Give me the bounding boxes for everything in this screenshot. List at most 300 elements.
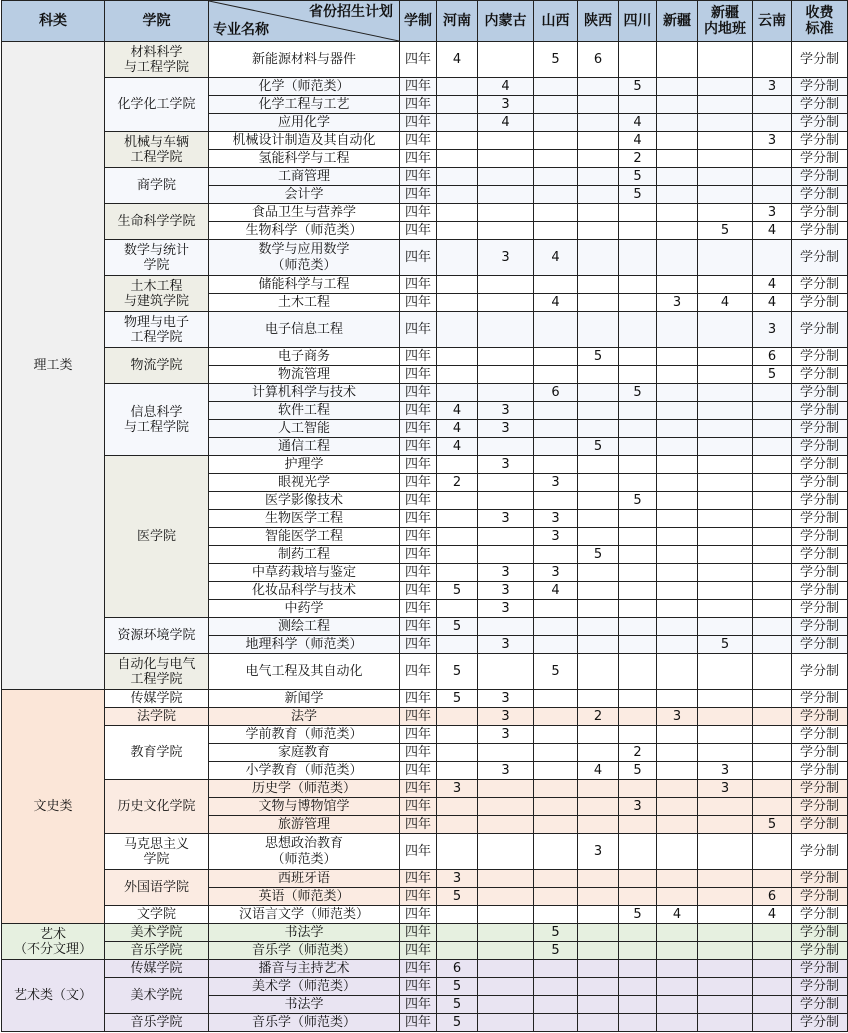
plan-count-cell <box>534 744 578 762</box>
duration-cell: 四年 <box>400 240 437 276</box>
plan-count-cell <box>578 186 619 204</box>
table-row <box>2 618 848 636</box>
fee-cell: 学分制 <box>792 294 848 312</box>
plan-count-cell <box>478 834 534 870</box>
plan-count-cell: 4 <box>534 294 578 312</box>
plan-count-cell <box>619 1014 657 1032</box>
duration-cell: 四年 <box>400 510 437 528</box>
table-row <box>2 978 848 996</box>
plan-count-cell <box>619 942 657 960</box>
plan-count-cell <box>478 42 534 78</box>
major-name-cell: 思想政治教育 （师范类） <box>209 834 400 870</box>
plan-count-cell <box>657 888 698 906</box>
plan-count-cell <box>534 636 578 654</box>
plan-count-cell <box>578 240 619 276</box>
plan-count-cell <box>578 420 619 438</box>
plan-count-cell <box>578 960 619 978</box>
plan-count-cell <box>578 402 619 420</box>
fee-cell: 学分制 <box>792 726 848 744</box>
plan-count-cell <box>753 420 792 438</box>
plan-count-cell <box>753 42 792 78</box>
plan-count-cell <box>534 402 578 420</box>
plan-count-cell <box>753 924 792 942</box>
plan-count-cell <box>698 942 753 960</box>
plan-count-cell <box>657 924 698 942</box>
duration-cell: 四年 <box>400 348 437 366</box>
plan-count-cell: 3 <box>657 294 698 312</box>
plan-count-cell: 3 <box>478 456 534 474</box>
fee-cell: 学分制 <box>792 204 848 222</box>
fee-cell: 学分制 <box>792 456 848 474</box>
major-name-cell: 音乐学（师范类） <box>209 942 400 960</box>
plan-count-cell <box>534 546 578 564</box>
major-name-cell: 机械设计制造及其自动化 <box>209 132 400 150</box>
college-cell: 音乐学院 <box>105 942 209 960</box>
plan-count-cell <box>534 150 578 168</box>
plan-count-cell <box>437 78 478 96</box>
plan-count-cell: 5 <box>619 186 657 204</box>
plan-count-cell: 6 <box>437 960 478 978</box>
fee-cell: 学分制 <box>792 942 848 960</box>
plan-count-cell <box>698 420 753 438</box>
college-cell: 音乐学院 <box>105 1014 209 1032</box>
plan-count-cell: 6 <box>578 42 619 78</box>
duration-cell: 四年 <box>400 744 437 762</box>
fee-cell: 学分制 <box>792 708 848 726</box>
major-name-cell: 软件工程 <box>209 402 400 420</box>
plan-count-cell <box>657 546 698 564</box>
plan-count-cell <box>657 312 698 348</box>
plan-count-cell <box>657 654 698 690</box>
plan-count-cell <box>753 150 792 168</box>
plan-count-cell: 2 <box>578 708 619 726</box>
plan-count-cell <box>657 42 698 78</box>
plan-count-cell <box>437 600 478 618</box>
plan-count-cell <box>753 510 792 528</box>
header-fee: 收费 标准 <box>792 1 848 42</box>
plan-count-cell <box>478 528 534 546</box>
plan-count-cell <box>437 168 478 186</box>
plan-count-cell <box>753 726 792 744</box>
fee-cell: 学分制 <box>792 798 848 816</box>
plan-count-cell <box>657 582 698 600</box>
plan-count-cell <box>619 366 657 384</box>
major-name-cell: 音乐学（师范类） <box>209 1014 400 1032</box>
plan-count-cell <box>657 474 698 492</box>
plan-count-cell <box>657 96 698 114</box>
plan-count-cell <box>478 438 534 456</box>
fee-cell: 学分制 <box>792 834 848 870</box>
plan-count-cell <box>698 42 753 78</box>
duration-cell: 四年 <box>400 870 437 888</box>
plan-count-cell <box>578 654 619 690</box>
plan-count-cell <box>437 762 478 780</box>
plan-count-cell <box>437 366 478 384</box>
plan-count-cell <box>534 132 578 150</box>
plan-count-cell <box>619 420 657 438</box>
plan-count-cell: 3 <box>753 204 792 222</box>
major-name-cell: 制药工程 <box>209 546 400 564</box>
plan-count-cell <box>534 186 578 204</box>
plan-count-cell: 3 <box>534 510 578 528</box>
college-cell: 传媒学院 <box>105 690 209 708</box>
duration-cell: 四年 <box>400 294 437 312</box>
duration-cell: 四年 <box>400 438 437 456</box>
plan-count-cell <box>698 960 753 978</box>
plan-count-cell <box>698 186 753 204</box>
college-cell: 商学院 <box>105 168 209 204</box>
plan-count-cell <box>753 474 792 492</box>
plan-count-cell <box>534 708 578 726</box>
plan-count-cell <box>534 276 578 294</box>
plan-count-cell: 3 <box>478 510 534 528</box>
header-category: 科类 <box>2 1 105 42</box>
plan-count-cell <box>437 276 478 294</box>
plan-count-cell <box>534 456 578 474</box>
major-name-cell: 化学（师范类） <box>209 78 400 96</box>
table-row <box>2 42 848 78</box>
plan-count-cell <box>657 168 698 186</box>
plan-count-cell <box>578 798 619 816</box>
plan-count-cell <box>534 834 578 870</box>
fee-cell: 学分制 <box>792 186 848 204</box>
plan-count-cell <box>657 618 698 636</box>
plan-count-cell <box>753 384 792 402</box>
plan-count-cell <box>753 114 792 132</box>
header-province: 河南 <box>437 1 478 42</box>
plan-count-cell <box>437 708 478 726</box>
college-cell: 信息科学 与工程学院 <box>105 384 209 456</box>
plan-count-cell <box>619 780 657 798</box>
fee-cell: 学分制 <box>792 96 848 114</box>
major-name-cell: 中草药栽培与鉴定 <box>209 564 400 582</box>
fee-cell: 学分制 <box>792 888 848 906</box>
duration-cell: 四年 <box>400 1014 437 1032</box>
plan-count-cell <box>698 978 753 996</box>
plan-count-cell <box>534 204 578 222</box>
plan-count-cell <box>657 492 698 510</box>
fee-cell: 学分制 <box>792 528 848 546</box>
plan-count-cell: 5 <box>578 546 619 564</box>
fee-cell: 学分制 <box>792 366 848 384</box>
plan-count-cell <box>437 546 478 564</box>
plan-count-cell <box>437 510 478 528</box>
plan-count-cell <box>478 546 534 564</box>
fee-cell: 学分制 <box>792 960 848 978</box>
table-row <box>2 654 848 690</box>
major-name-cell: 电子商务 <box>209 348 400 366</box>
plan-count-cell <box>698 906 753 924</box>
plan-count-cell <box>578 690 619 708</box>
plan-count-cell <box>478 132 534 150</box>
duration-cell: 四年 <box>400 312 437 348</box>
plan-count-cell <box>534 312 578 348</box>
plan-count-cell <box>578 636 619 654</box>
plan-count-cell <box>619 222 657 240</box>
fee-cell: 学分制 <box>792 474 848 492</box>
plan-count-cell <box>478 618 534 636</box>
plan-count-cell <box>478 168 534 186</box>
plan-count-cell <box>478 348 534 366</box>
fee-cell: 学分制 <box>792 168 848 186</box>
plan-count-cell <box>437 384 478 402</box>
plan-count-cell <box>534 366 578 384</box>
plan-count-cell <box>698 150 753 168</box>
plan-count-cell <box>534 798 578 816</box>
college-cell: 生命科学学院 <box>105 204 209 240</box>
plan-count-cell <box>578 906 619 924</box>
major-name-cell: 医学影像技术 <box>209 492 400 510</box>
fee-cell: 学分制 <box>792 1014 848 1032</box>
table-row <box>2 348 848 366</box>
plan-count-cell <box>619 204 657 222</box>
plan-count-cell <box>657 564 698 582</box>
fee-cell: 学分制 <box>792 222 848 240</box>
plan-count-cell: 5 <box>534 924 578 942</box>
plan-count-cell <box>619 276 657 294</box>
plan-count-cell <box>753 564 792 582</box>
plan-count-cell <box>657 870 698 888</box>
plan-count-cell <box>698 276 753 294</box>
plan-count-cell <box>478 888 534 906</box>
major-name-cell: 计算机科学与技术 <box>209 384 400 402</box>
plan-count-cell: 5 <box>578 438 619 456</box>
plan-count-cell <box>657 366 698 384</box>
plan-count-cell <box>437 492 478 510</box>
fee-cell: 学分制 <box>792 924 848 942</box>
major-name-cell: 测绘工程 <box>209 618 400 636</box>
plan-count-cell <box>578 276 619 294</box>
plan-count-cell <box>619 294 657 312</box>
plan-count-cell: 4 <box>437 420 478 438</box>
plan-count-cell <box>698 798 753 816</box>
duration-cell: 四年 <box>400 366 437 384</box>
plan-count-cell <box>619 726 657 744</box>
table-row <box>2 780 848 798</box>
plan-count-cell <box>657 438 698 456</box>
plan-count-cell <box>657 1014 698 1032</box>
plan-count-cell <box>478 906 534 924</box>
fee-cell: 学分制 <box>792 78 848 96</box>
major-name-cell: 小学教育（师范类） <box>209 762 400 780</box>
duration-cell: 四年 <box>400 780 437 798</box>
category-cell: 理工类 <box>2 42 105 690</box>
plan-count-cell <box>478 474 534 492</box>
plan-count-cell <box>478 204 534 222</box>
plan-count-cell <box>657 222 698 240</box>
plan-count-cell <box>619 924 657 942</box>
plan-count-cell: 3 <box>478 420 534 438</box>
table-row <box>2 690 848 708</box>
plan-count-cell <box>619 564 657 582</box>
college-cell: 物流学院 <box>105 348 209 384</box>
plan-count-cell <box>578 366 619 384</box>
table-row <box>2 132 848 150</box>
plan-count-cell: 4 <box>619 114 657 132</box>
plan-count-cell <box>753 744 792 762</box>
header-province: 山西 <box>534 1 578 42</box>
fee-cell: 学分制 <box>792 42 848 78</box>
plan-count-cell <box>578 96 619 114</box>
major-name-cell: 生物科学（师范类） <box>209 222 400 240</box>
plan-count-cell <box>437 132 478 150</box>
duration-cell: 四年 <box>400 942 437 960</box>
plan-count-cell <box>437 96 478 114</box>
plan-count-cell <box>437 528 478 546</box>
plan-count-cell <box>478 366 534 384</box>
plan-count-cell <box>619 348 657 366</box>
fee-cell: 学分制 <box>792 978 848 996</box>
plan-count-cell <box>657 996 698 1014</box>
plan-count-cell <box>753 186 792 204</box>
plan-count-cell <box>619 870 657 888</box>
plan-count-cell <box>698 456 753 474</box>
plan-count-cell: 5 <box>619 168 657 186</box>
plan-count-cell <box>437 312 478 348</box>
plan-count-cell <box>698 924 753 942</box>
duration-cell: 四年 <box>400 384 437 402</box>
plan-count-cell <box>619 708 657 726</box>
plan-count-cell <box>534 114 578 132</box>
major-name-cell: 西班牙语 <box>209 870 400 888</box>
plan-count-cell <box>578 942 619 960</box>
plan-count-cell <box>657 942 698 960</box>
major-name-cell: 家庭教育 <box>209 744 400 762</box>
plan-count-cell <box>437 798 478 816</box>
plan-count-cell <box>534 726 578 744</box>
plan-count-cell <box>437 222 478 240</box>
fee-cell: 学分制 <box>792 564 848 582</box>
plan-count-cell <box>698 870 753 888</box>
duration-cell: 四年 <box>400 420 437 438</box>
plan-count-cell <box>657 744 698 762</box>
plan-count-cell <box>578 510 619 528</box>
plan-count-cell <box>478 312 534 348</box>
plan-count-cell <box>478 816 534 834</box>
duration-cell: 四年 <box>400 798 437 816</box>
plan-count-cell <box>698 366 753 384</box>
fee-cell: 学分制 <box>792 150 848 168</box>
plan-count-cell <box>698 690 753 708</box>
plan-count-cell <box>578 996 619 1014</box>
duration-cell: 四年 <box>400 402 437 420</box>
plan-count-cell: 5 <box>437 582 478 600</box>
plan-count-cell <box>578 204 619 222</box>
major-name-cell: 法学 <box>209 708 400 726</box>
college-cell: 土木工程 与建筑学院 <box>105 276 209 312</box>
plan-count-cell: 5 <box>619 762 657 780</box>
plan-count-cell <box>753 402 792 420</box>
plan-count-cell <box>657 780 698 798</box>
fee-cell: 学分制 <box>792 492 848 510</box>
plan-count-cell <box>657 762 698 780</box>
plan-count-cell <box>437 150 478 168</box>
plan-count-cell <box>578 618 619 636</box>
plan-count-cell <box>578 870 619 888</box>
plan-count-cell <box>753 996 792 1014</box>
duration-cell: 四年 <box>400 834 437 870</box>
plan-count-cell <box>698 510 753 528</box>
fee-cell: 学分制 <box>792 438 848 456</box>
duration-cell: 四年 <box>400 96 437 114</box>
plan-count-cell <box>657 384 698 402</box>
plan-count-cell <box>619 654 657 690</box>
plan-count-cell: 6 <box>753 888 792 906</box>
plan-count-cell <box>698 888 753 906</box>
table-row <box>2 384 848 402</box>
duration-cell: 四年 <box>400 618 437 636</box>
plan-count-cell <box>657 240 698 276</box>
major-name-cell: 文物与博物馆学 <box>209 798 400 816</box>
duration-cell: 四年 <box>400 762 437 780</box>
plan-count-cell <box>619 528 657 546</box>
plan-count-cell <box>753 582 792 600</box>
plan-count-cell <box>657 960 698 978</box>
plan-count-cell <box>657 816 698 834</box>
plan-count-cell <box>698 204 753 222</box>
plan-count-cell: 5 <box>698 636 753 654</box>
plan-count-cell <box>578 582 619 600</box>
plan-count-cell <box>698 492 753 510</box>
plan-count-cell <box>578 492 619 510</box>
plan-count-cell <box>437 942 478 960</box>
plan-count-cell <box>657 726 698 744</box>
fee-cell: 学分制 <box>792 510 848 528</box>
plan-count-cell: 3 <box>534 528 578 546</box>
major-name-cell: 人工智能 <box>209 420 400 438</box>
plan-count-cell: 6 <box>753 348 792 366</box>
plan-count-cell: 5 <box>534 942 578 960</box>
header-college: 学院 <box>105 1 209 42</box>
plan-count-cell <box>534 222 578 240</box>
duration-cell: 四年 <box>400 222 437 240</box>
table-row <box>2 834 848 870</box>
plan-count-cell: 4 <box>437 402 478 420</box>
plan-count-cell <box>753 1014 792 1032</box>
plan-count-cell: 3 <box>478 240 534 276</box>
college-cell: 美术学院 <box>105 924 209 942</box>
header-province: 四川 <box>619 1 657 42</box>
plan-count-cell <box>534 780 578 798</box>
table-row <box>2 78 848 96</box>
major-name-cell: 书法学 <box>209 996 400 1014</box>
major-name-cell: 生物医学工程 <box>209 510 400 528</box>
plan-count-cell <box>657 402 698 420</box>
plan-count-cell <box>753 528 792 546</box>
plan-count-cell <box>753 870 792 888</box>
plan-count-cell <box>753 762 792 780</box>
plan-count-cell <box>698 132 753 150</box>
plan-count-cell: 3 <box>578 834 619 870</box>
plan-count-cell: 3 <box>478 96 534 114</box>
plan-count-cell <box>534 96 578 114</box>
duration-cell: 四年 <box>400 204 437 222</box>
plan-count-cell <box>619 978 657 996</box>
category-cell: 艺术 （不分文理） <box>2 924 105 960</box>
plan-count-cell: 3 <box>753 312 792 348</box>
plan-count-cell: 5 <box>578 348 619 366</box>
plan-count-cell <box>657 132 698 150</box>
college-cell: 机械与车辆 工程学院 <box>105 132 209 168</box>
plan-count-cell <box>698 546 753 564</box>
plan-count-cell <box>753 546 792 564</box>
plan-count-cell: 5 <box>619 492 657 510</box>
major-name-cell: 化妆品科学与技术 <box>209 582 400 600</box>
major-name-cell: 食品卫生与营养学 <box>209 204 400 222</box>
plan-count-cell <box>698 726 753 744</box>
plan-count-cell: 6 <box>534 384 578 402</box>
plan-count-cell <box>478 798 534 816</box>
